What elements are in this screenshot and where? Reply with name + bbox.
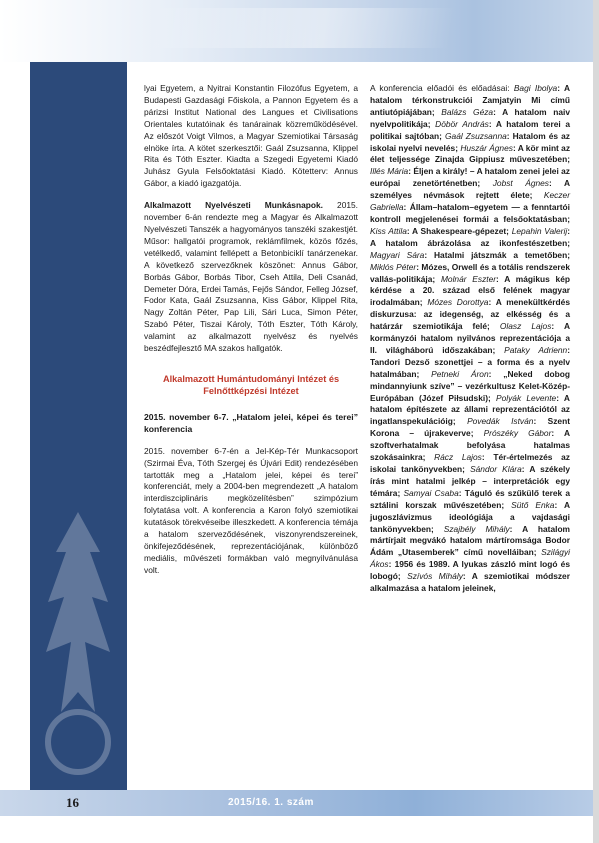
speaker-name: Petneki Áron <box>431 368 489 379</box>
talk-title: : A Shakespeare-gépezet; <box>406 225 512 236</box>
page-number: 16 <box>66 795 79 810</box>
speaker-name: Kiss Attila <box>370 225 407 236</box>
talk-title: : A szoftverhatalmak befolyása hatalmas szokásainkra; <box>370 428 570 463</box>
talk-title: : Tandori Dezső szonettjei – a forma és a nyelv hatalmában; <box>370 344 570 379</box>
talk-title: : 1956 és 1989. A lyukas zászló mint logó és lobogó; <box>370 559 570 582</box>
speaker-name: Samyai Csaba <box>403 487 459 498</box>
speaker-name: Szívós Mihály <box>407 571 463 582</box>
talk-title: : Hatalmi játszmák a temetőben; <box>424 249 570 260</box>
talk-title: : A jugoszlávizmus ideológiája a vajdasági tankönyvekben; <box>370 499 570 534</box>
workdays-text: 2015. november 6-án rendezte meg a Magyar és Alkalmazott Nyelvészeti Tanszék a hagyományos tanszéki szakestjét. Műsor: hallgatói programok, reklámfilmek, közös főzés, vetélkedő, valamint fellépett a Betonbiciklí tanárzenekar. A következő szervezőknek köszönet: Annus Gábor, Borbás Gábor, Borbás Tibor, Cseh Attila, Deli Csanád, Demeter Dóra, Erdei Tamás, Fejős Sándor, Felleg József, Fodor Kata, Gaál Zsuzsanna, Kiss Gábor, Klippel Rita, Nagy Zoltán Péter, Pap Lili, Sári Luca, Simon Péter, Szabó Péter, Tiszai Károly, Tóth Eszter, Tóth Károly, valamint az alkalmazott nyelvész és nyelvés beszédfejlesztő MA szakos hallgatók. <box>144 200 358 354</box>
speakers-list <box>370 83 570 593</box>
talk-title: : A hatalom terei a politikai sajtóban; <box>370 118 570 141</box>
talk-title: : A hatalom térkonstrukciói Zamjatyin Mi című antiutópiájában; <box>370 83 571 117</box>
talk-title: : A személyes névmások rejtett élete; <box>370 178 571 201</box>
speaker-name: Prószéky Gábor <box>483 428 552 439</box>
talk-title: : Mózes, Orwell és a totális rendszerek vallás-politikája; <box>370 261 570 284</box>
talk-title: : A kör mint az élet teljessége Zinajda Gippiusz műveszetében; <box>370 142 571 165</box>
speaker-name: Döbör András <box>435 118 489 129</box>
talk-title: : A hatalom mártírjait megvákó hatalom mártíromsága Bodor Ádám „Utasemberek” című novelláiban; <box>370 523 571 558</box>
speaker-name: Szajbély Mihály <box>443 523 510 534</box>
speakers-intro: A konferencia előadói és előadásai: <box>370 83 514 93</box>
speaker-name: Gaál Zsuzsanna <box>445 130 507 141</box>
speaker-name: Magyari Sára <box>370 249 425 260</box>
speaker-name: Olasz Lajos <box>499 321 552 332</box>
issue-label: 2015/16. 1. szám <box>228 797 314 808</box>
header-wave-decoration <box>150 8 580 48</box>
talk-title: : A székely írás mint hatalmi jelkép – interpretációk egy témára; <box>370 464 570 498</box>
speaker-name: Pataky Adrienn <box>504 344 568 355</box>
right-column <box>370 83 570 595</box>
speaker-name: Szilágyi Ákos <box>370 547 570 570</box>
talk-title: : Tér-értelmezés az iskolai tankönyvekben; <box>370 452 570 474</box>
speaker-name: Balázs Géza <box>441 106 494 117</box>
talk-title: : A mágikus kép kérdése a 20. század első felének magyar irodalmában; <box>370 273 570 308</box>
paragraph-workdays <box>144 200 358 355</box>
talk-title: : A menekültkérdés diskurzusa: az idegenség, az elkésség és a határzár szemiotikája felé; <box>370 297 570 332</box>
talk-title: : A szemiotikai módszer alkalmazása a hatalom jeleinek, <box>370 571 570 594</box>
speaker-name: Jobst Ágnes <box>492 178 549 189</box>
page-edge-shadow <box>593 0 599 843</box>
speaker-name: Illés Mária <box>370 166 409 177</box>
talk-title: : Táguló és szűkülő terek a sztálini korszak művészetében; <box>370 487 571 510</box>
crest-watermark-icon <box>30 492 127 792</box>
speaker-name: Polyák Levente <box>496 392 557 403</box>
speaker-name: Miklós Péter <box>370 261 417 272</box>
paragraph-book: lyai Egyetem, a Nyitrai Konstantin Filozófus Egyetem, a Budapesti Gazdasági Főiskola, a Pannon Egyetem és a párizsi Institut National des Langues et Civilisations Orientales kutatóinak és tanárainak közreműködésével. Az előszót Voigt Vilmos, a Magyar Szemiotikai Társaság elnöke írta. A kötet szerkesztői: Gaál Zsuzsanna, Klippel Rita és Tóth Eszter. Kiadta a Szegedi Egyetemi Kiadó Juhász Gyula Felsőoktatási Kiadó. Kötetterv: Annus Gábor, a kiadó igazgatója. <box>144 83 358 189</box>
speaker-name: Lepahin Valerij <box>511 225 568 236</box>
speaker-name: Molnár Eszter <box>440 273 497 284</box>
talk-title: : A hatalom ábrázolása az ikonfestészetben; <box>370 225 570 248</box>
header-band <box>0 0 593 62</box>
speaker-name: Huszár Ágnes <box>460 142 513 153</box>
talk-title: : A hatalom naiv nyelvpolitikája; <box>370 106 571 129</box>
speaker-name: Rácz Lajos <box>434 452 482 463</box>
speaker-name: Bagi Ibolya <box>513 83 558 93</box>
paragraph-conference: 2015. november 6-7-én a Jel-Kép-Tér Munkacsoport (Szirmai Éva, Tóth Szergej és Újvári Edit) rendezésében tartották meg a „Hatalom jelei, képei és terei” konferenciát, mely a 2004-ben megrendezett „A hatalom interdiszciplináris megközelítésben” szimpózium folytatása volt. A konferencia a Karon folyó szemiotikai kutatások törekvéseibe illeszkedett. A konferencia témája a hatalom szerveződésének, viszonyrendszereinek, önkifejeződésének, reprezentációjának, különböző mediális, művészeti formákban való megnyilvánulása volt. <box>144 445 358 575</box>
talk-title: : Éljen a király! – A hatalom zenei jelei az európai zenetörténetben; <box>370 166 570 189</box>
talk-title: : „Neked dobog mindannyiunk szíve” – vezérkultusz Kelet-Közép-Európában (Józef Piłsudski); <box>370 368 570 403</box>
speaker-name: Sándor Klára <box>470 464 522 474</box>
speaker-name: Povedák István <box>467 416 534 427</box>
talk-title: : Szent Korona – újrakeverve; <box>370 416 570 439</box>
speaker-name: Keczer Gabriella <box>370 190 570 213</box>
event-title: 2015. november 6-7. „Hatalom jelei, képei és terei” konferencia <box>144 411 358 434</box>
left-column <box>144 83 358 587</box>
speaker-name: Sütő Enka <box>511 499 555 510</box>
talk-title: : Hatalom és az iskolai nyelvi nevelés; <box>370 130 570 153</box>
talk-title: : A hatalom építészete az állami reprezentációtól az ingatlanspekulációig; <box>370 392 570 427</box>
left-decorative-bar <box>30 62 127 790</box>
workdays-title: Alkalmazott Nyelvészeti Munkásnapok. <box>144 200 323 211</box>
talk-title: : Állam–hatalom–egyetem — a fenntartói kontroll megjelenései formái a felsőoktatásban; <box>370 202 570 224</box>
speaker-name: Mózes Dorottya <box>427 297 489 308</box>
talk-title: : A kormányzói hatalom nyilvános reprezentációja a II. világháború időszakában; <box>370 321 570 355</box>
section-heading: Alkalmazott Humántudományi Intézet és Felnőttképzési Intézet <box>162 373 340 397</box>
